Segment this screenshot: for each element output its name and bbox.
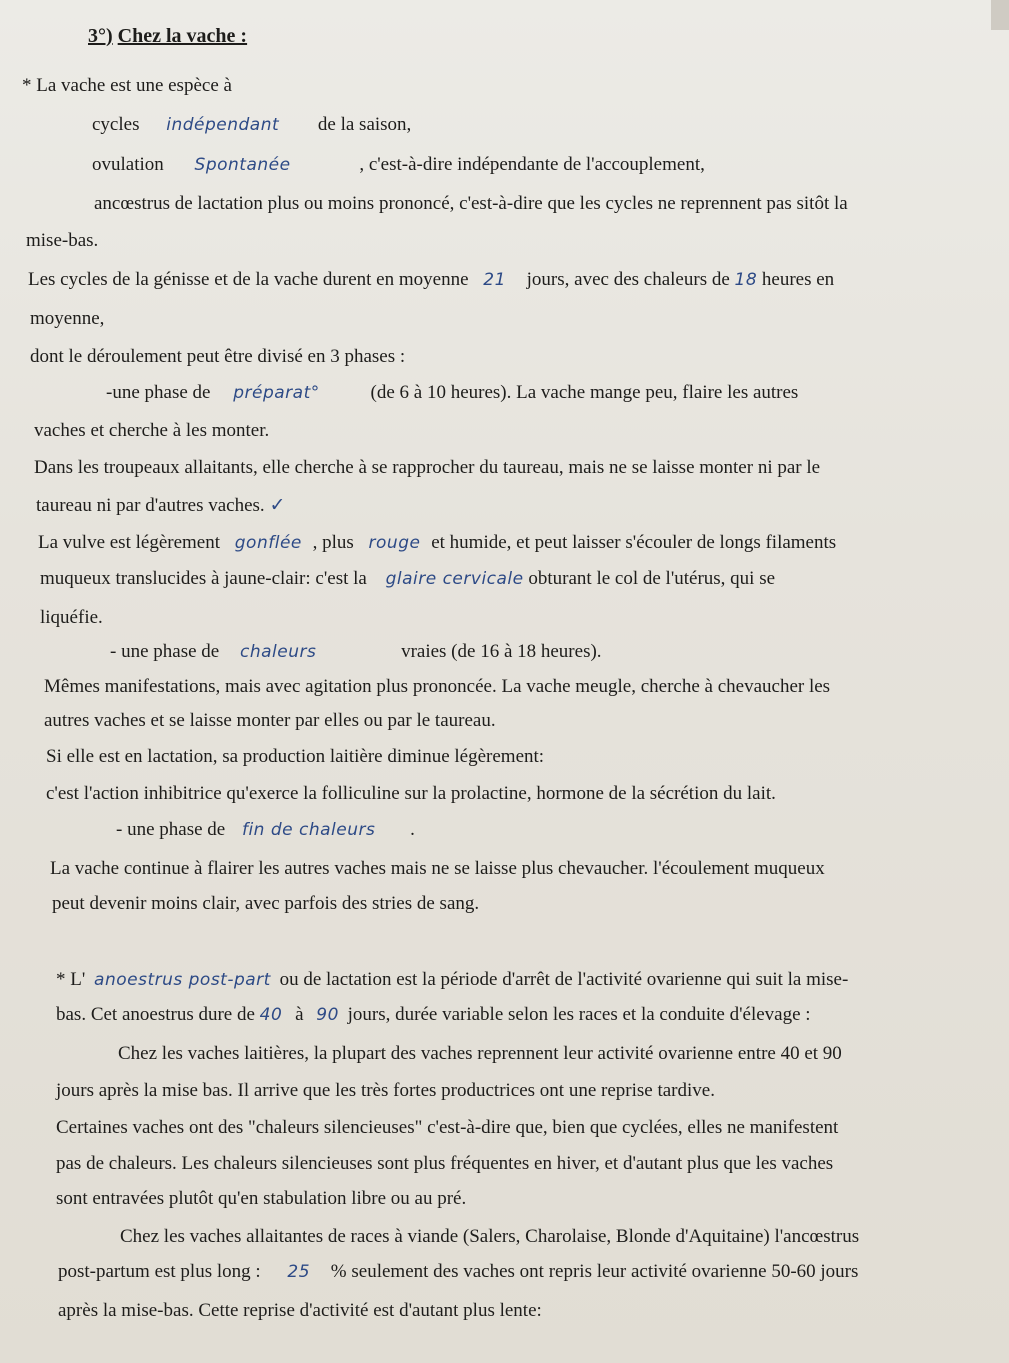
- text: cycles: [92, 114, 140, 135]
- text: taureau ni par d'autres vaches.: [36, 495, 265, 516]
- handwritten-answer: 40: [259, 1005, 283, 1025]
- handwritten-answer: préparat°: [233, 383, 320, 403]
- text: autres vaches et se laisse monter par elles ou par le taureau.: [44, 710, 496, 731]
- text: Chez les vaches laitières, la plupart des vaches reprennent leur activité ovarienne entre 40 et 90: [118, 1043, 842, 1064]
- paragraph-line: [30, 307, 104, 331]
- text: Les cycles de la génisse et de la vache durent en moyenne: [28, 269, 469, 290]
- text: bas. Cet anoestrus dure de: [56, 1004, 255, 1025]
- paragraph-line: [44, 709, 496, 733]
- text: La vache continue à flairer les autres vaches mais ne se laisse plus chevaucher. l'écoulement muqueux: [50, 858, 825, 879]
- text: La vulve est légèrement: [38, 532, 221, 553]
- text: c'est l'action inhibitrice qu'exerce la folliculine sur la prolactine, hormone de la sécrétion du lait.: [46, 783, 776, 804]
- text: Dans les troupeaux allaitants, elle cherche à se rapprocher du taureau, mais ne se laisse monter ni par le: [34, 457, 821, 478]
- handwritten-answer: glaire cervicale: [385, 569, 524, 589]
- paragraph-line: [56, 1079, 715, 1103]
- text: - une phase de: [110, 641, 220, 662]
- text: * L': [56, 969, 86, 990]
- text: Mêmes manifestations, mais avec agitation plus prononcée. La vache meugle, cherche à chevaucher les: [44, 676, 831, 697]
- paragraph-line: [116, 818, 415, 842]
- paragraph-line: [22, 74, 232, 98]
- paragraph-line: [50, 857, 825, 881]
- text: dont le déroulement peut être divisé en 3 phases :: [30, 346, 406, 367]
- paragraph-line: [40, 606, 103, 630]
- text: de la saison,: [317, 114, 412, 135]
- text: heures en: [761, 269, 835, 290]
- paragraph-line: [92, 153, 705, 177]
- handwritten-answer: 18: [734, 270, 758, 290]
- text: post-partum est plus long :: [58, 1261, 261, 1282]
- text: ancœstrus de lactation plus ou moins prononcé, c'est-à-dire que les cycles ne reprennent pas sitôt la: [94, 193, 848, 214]
- text: mise-bas.: [26, 230, 99, 251]
- paragraph-line: [92, 113, 411, 137]
- handwritten-answer: 25: [287, 1262, 311, 1282]
- text: - une phase de: [116, 819, 226, 840]
- text: sont entravées plutôt qu'en stabulation libre ou au pré.: [56, 1188, 467, 1209]
- paragraph-line: [46, 745, 544, 769]
- page-corner: [991, 0, 1009, 30]
- paragraph-line: [44, 675, 830, 699]
- text: ovulation: [92, 154, 164, 175]
- text: , plus: [312, 532, 354, 553]
- paragraph-line: [120, 1225, 859, 1249]
- text: moyenne,: [30, 308, 105, 329]
- text: vaches et cherche à les monter.: [34, 420, 270, 441]
- text: Chez les vaches allaitantes de races à viande (Salers, Charolaise, Blonde d'Aquitaine) l'ancœstrus: [120, 1226, 860, 1247]
- section-title-text: Chez la vache :: [117, 25, 248, 47]
- paragraph-line: [56, 1187, 466, 1211]
- text: vraies (de 16 à 18 heures).: [401, 641, 602, 662]
- paragraph-line: [106, 381, 798, 405]
- text: et humide, et peut laisser s'écouler de longs filaments: [431, 532, 837, 553]
- paragraph-line: [28, 268, 834, 292]
- handwritten-answer: 21: [483, 270, 506, 290]
- paragraph-line: [26, 229, 98, 253]
- paragraph-line: [56, 968, 848, 992]
- text: (de 6 à 10 heures). La vache mange peu, flaire les autres: [370, 382, 799, 403]
- text: muqueux translucides à jaune-clair: c'est la: [40, 568, 367, 589]
- text: * La vache est une espèce à: [22, 75, 232, 96]
- paragraph-line: [118, 1042, 842, 1066]
- paragraph-line: [56, 1003, 811, 1027]
- text: après la mise-bas. Cette reprise d'activité est d'autant plus lente:: [58, 1300, 542, 1321]
- paragraph-line: [110, 640, 602, 664]
- text: Si elle est en lactation, sa production laitière diminue légèrement:: [46, 746, 545, 767]
- paragraph-line: [58, 1299, 542, 1323]
- text: pas de chaleurs. Les chaleurs silencieuses sont plus fréquentes en hiver, et d'autant plus que les vaches: [56, 1153, 834, 1174]
- handwritten-answer: fin de chaleurs: [241, 820, 376, 840]
- text: peut devenir moins clair, avec parfois des stries de sang.: [52, 893, 480, 914]
- text: % seulement des vaches ont repris leur activité ovarienne 50-60 jours: [330, 1261, 859, 1282]
- text: .: [410, 819, 415, 840]
- paragraph-line: [46, 782, 776, 806]
- paragraph-line: [94, 192, 848, 216]
- section-title: [88, 24, 247, 48]
- text: obturant le col de l'utérus, qui se: [528, 568, 776, 589]
- text: jours après la mise bas. Il arrive que les très fortes productrices ont une reprise tardive.: [56, 1080, 715, 1101]
- paragraph-line: [56, 1152, 833, 1176]
- paragraph-line: [38, 531, 836, 555]
- paragraph-line: [40, 567, 775, 591]
- paragraph-line: [52, 892, 479, 916]
- paragraph-line: [56, 1116, 838, 1140]
- check-mark-icon: ✓: [269, 494, 286, 516]
- handwritten-answer: rouge: [368, 533, 421, 553]
- handwritten-answer: 90: [316, 1005, 339, 1025]
- section-number: 3°): [88, 25, 113, 47]
- text: ou de lactation est la période d'arrêt de l'activité ovarienne qui suit la mise-: [279, 969, 849, 990]
- text: -une phase de: [106, 382, 211, 403]
- text: liquéfie.: [40, 607, 103, 628]
- handwritten-answer: anoestrus post-part: [94, 970, 271, 990]
- handwritten-answer: chaleurs: [239, 642, 317, 662]
- text: jours, avec des chaleurs de: [526, 269, 730, 290]
- paragraph-line: [58, 1260, 858, 1284]
- paragraph-line: [34, 419, 269, 443]
- paragraph-line: [30, 345, 405, 369]
- handwritten-answer: indépendant: [166, 115, 280, 135]
- paragraph-line: [34, 456, 820, 480]
- text: , c'est-à-dire indépendante de l'accouplement,: [359, 154, 705, 175]
- paragraph-line: [36, 493, 285, 518]
- text: jours, durée variable selon les races et la conduite d'élevage :: [347, 1004, 811, 1025]
- handwritten-answer: Spontanée: [194, 155, 291, 175]
- text: Certaines vaches ont des "chaleurs silencieuses" c'est-à-dire que, bien que cyclées, elles ne manifestent: [56, 1117, 839, 1138]
- handwritten-answer: gonflée: [234, 533, 302, 553]
- text: à: [295, 1004, 304, 1025]
